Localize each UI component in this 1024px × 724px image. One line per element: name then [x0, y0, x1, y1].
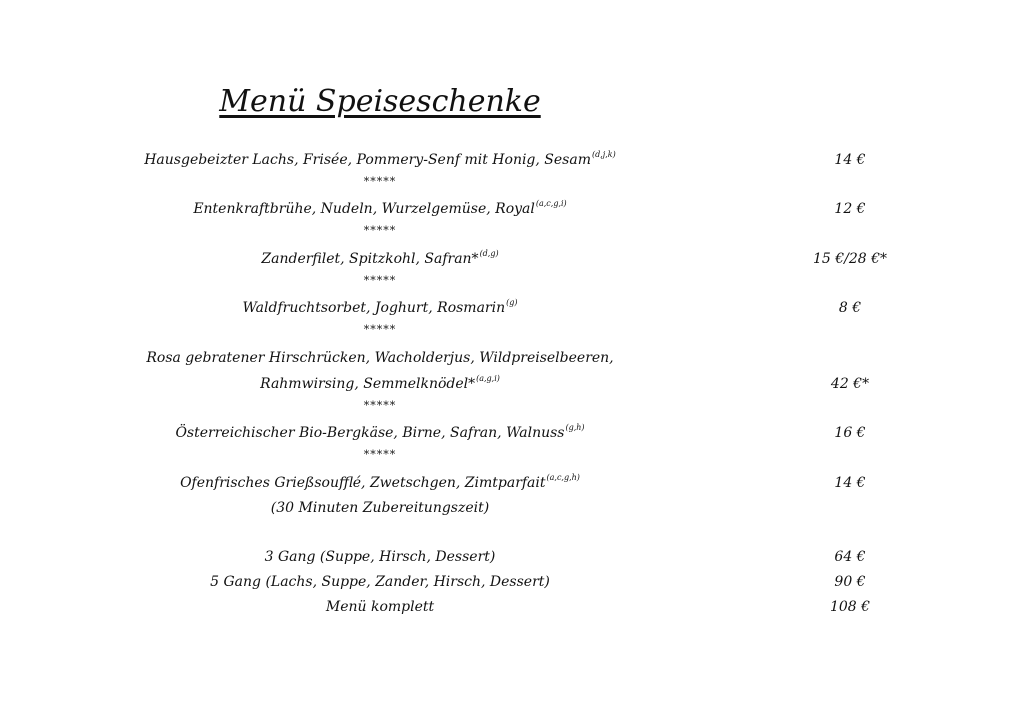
- course-separator: *****: [363, 224, 397, 237]
- menu-title: Menü Speiseschenke: [219, 84, 541, 119]
- set-menu-5-gang: 5 Gang (Lachs, Suppe, Zander, Hirsch, Dessert): [210, 574, 550, 590]
- set-menu-komplett: Menü komplett: [325, 599, 435, 615]
- set-menu-3-gang: 3 Gang (Suppe, Hirsch, Dessert): [264, 549, 496, 565]
- dish-entenkraftbruehe-description: [80, 199, 680, 221]
- dish-lachs-price: 14 €: [834, 152, 866, 168]
- course-separator: *****: [363, 323, 397, 336]
- dish-sorbet-allergens: (g): [506, 298, 518, 307]
- dish-hirschruecken-description-line1: Rosa gebratener Hirschrücken, Wacholderjus, Wildpreiselbeeren,: [146, 350, 614, 366]
- dish-souffle-allergens: (a,c,g,h): [546, 473, 580, 482]
- dish-souffle-text: Ofenfrisches Grießsoufflé, Zwetschgen, Zimtparfait: [180, 475, 546, 491]
- dish-souffle-description: [80, 473, 680, 495]
- dish-zanderfilet-allergens: (d,g): [479, 249, 499, 258]
- set-menu-komplett-price: 108 €: [829, 599, 871, 615]
- dish-lachs-allergens: (d,j,k): [591, 150, 616, 159]
- course-separator: *****: [363, 274, 397, 287]
- dish-lachs-description: [80, 150, 680, 172]
- dish-bergkaese-price: 16 €: [834, 425, 866, 441]
- dish-sorbet-description: [80, 298, 680, 320]
- set-menu-5-gang-price: 90 €: [834, 574, 866, 590]
- dish-sorbet-text: Waldfruchtsorbet, Joghurt, Rosmarin: [242, 300, 506, 316]
- course-separator: *****: [363, 448, 397, 461]
- dish-sorbet-price: 8 €: [838, 300, 862, 316]
- course-separator: *****: [363, 399, 397, 412]
- dish-entenkraftbruehe-text: Entenkraftbrühe, Nudeln, Wurzelgemüse, Royal: [193, 201, 535, 217]
- dish-zanderfilet-text: Zanderfilet, Spitzkohl, Safran*: [261, 251, 479, 267]
- dish-souffle-price: 14 €: [834, 475, 866, 491]
- dish-bergkaese-allergens: (g,h): [565, 423, 585, 432]
- course-separator: *****: [363, 175, 397, 188]
- dish-souffle-note: (30 Minuten Zubereitungszeit): [270, 500, 490, 516]
- dish-zanderfilet-price: 15 €/28 €*: [812, 251, 888, 267]
- dish-bergkaese-description: [80, 423, 680, 445]
- dish-hirschruecken-allergens: (a,g,i): [476, 374, 500, 383]
- dish-lachs-text: Hausgebeizter Lachs, Frisée, Pommery-Senf mit Honig, Sesam: [144, 152, 591, 168]
- dish-hirschruecken-description-line2: [80, 374, 680, 396]
- dish-entenkraftbruehe-price: 12 €: [834, 201, 866, 217]
- dish-bergkaese-text: Österreichischer Bio-Bergkäse, Birne, Safran, Walnuss: [175, 425, 565, 441]
- dish-zanderfilet-description: [80, 249, 680, 271]
- dish-hirschruecken-text-line2: Rahmwirsing, Semmelknödel*: [260, 376, 476, 392]
- dish-entenkraftbruehe-allergens: (a,c,g,i): [535, 199, 567, 208]
- set-menu-3-gang-price: 64 €: [834, 549, 866, 565]
- dish-hirschruecken-price: 42 €*: [830, 376, 870, 392]
